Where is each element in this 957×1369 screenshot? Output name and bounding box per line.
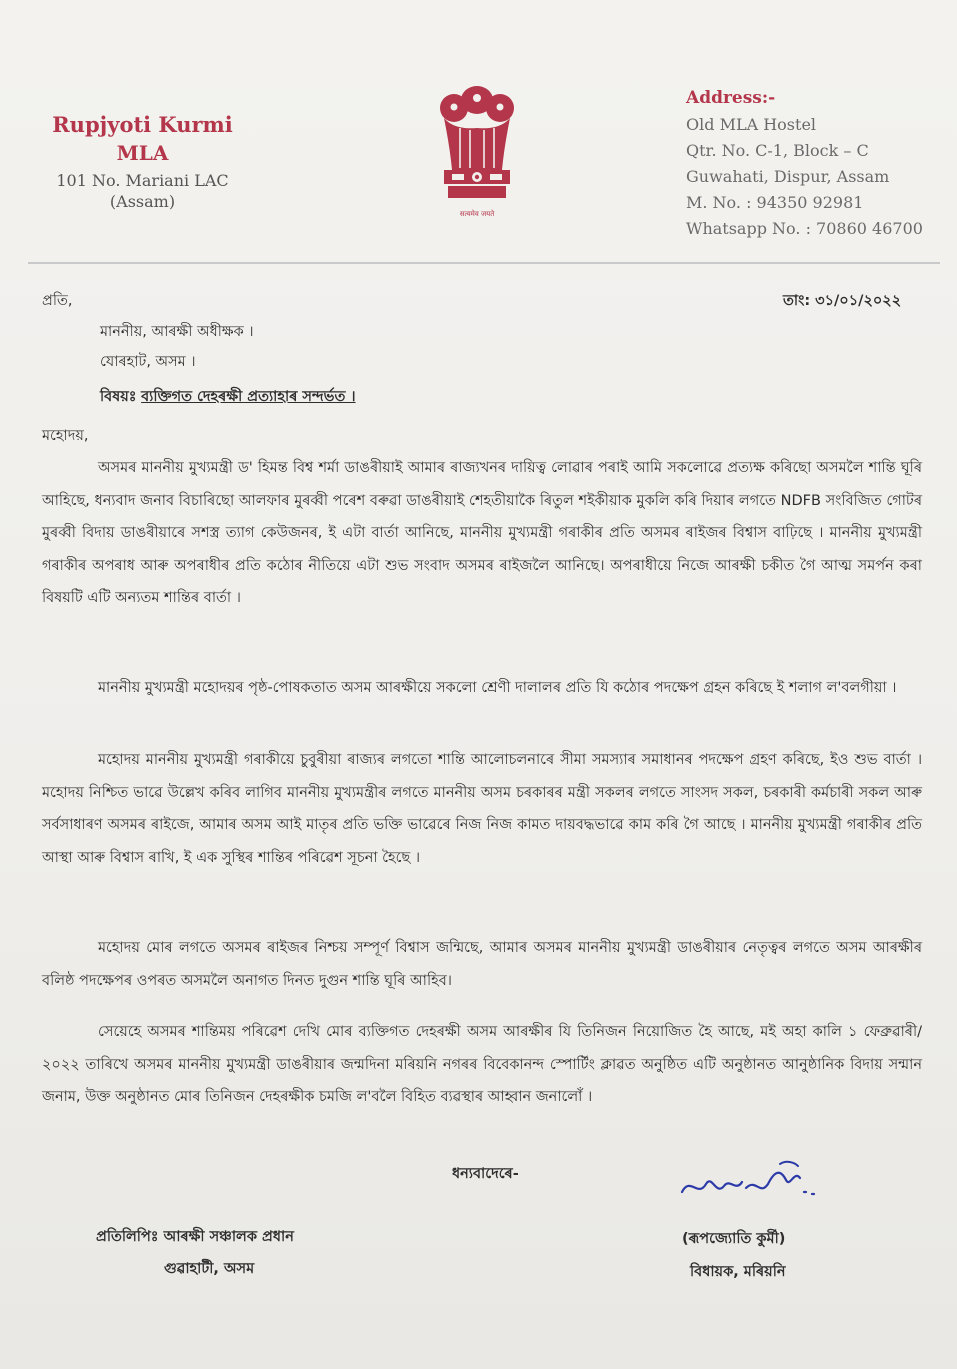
body-paragraph: মাননীয় মুখ্যমন্ত্ৰী মহোদয়ৰ পৃষ্ঠ-পোষকতাত অসম আৰক্ষীয়ে সকলো শ্ৰেণী দালালৰ প্ৰতি যি কঠোৰ পদক্ষেপ গ্ৰহন কৰিছে ই শলাগ ল'বলগীয়া ।: [98, 680, 897, 696]
national-emblem-logo: [430, 78, 525, 223]
to-label: প্ৰতি,: [42, 293, 73, 309]
recipient: মাননীয়, আৰক্ষী অধীক্ষক ।: [100, 324, 254, 340]
emblem-motto: सत्यमेव जयते: [459, 210, 495, 218]
copy-to-place: গুৱাহাটী, অসম: [164, 1261, 255, 1277]
body-paragraph: অসমৰ মাননীয় মুখ্যমন্ত্ৰী ড' হিমন্ত বিশ্ব শৰ্মা ডাঙৰীয়াই আমাৰ ৰাজ্যখনৰ দায়িত্ব লোৱাৰ পৰাই আমি সকলোৱে প্ৰত্যক্ষ কৰিছো অসমলৈ শান্তি ঘূৰি আহিছে, ধন্যবাদ জনাব বিচাৰিছো আলফাৰ মুৰব্বী পৰেশ বৰুৱা ডাঙৰীয়াই শেহতীয়াকৈ ৰিতুল শইকীয়াক মুকলি কৰি দিয়াৰ লগতে NDFB সংবিজিত গোটৰ মুৰব্বী বিদায় ডাঙৰীয়াৰে সশস্ত্ৰ ত্যাগ কেউজনৰ, ই এটা বাৰ্তা আনিছে, মাননীয় মুখ্যমন্ত্ৰী গৰাকীৰ প্ৰতি অসমৰ ৰাইজৰ বিশ্বাস বাঢ়িছে । মাননীয় মুখ্যমন্ত্ৰী গৰাকীৰ অপৰাধ আৰু অপৰাধীৰ প্ৰতি কঠোৰ নীতিয়ে এটা শুভ সংবাদ অসমৰ ৰাইজলৈ আনিছে। অপৰাধীয়ে নিজে আৰক্ষী চকীত গৈ আত্ম সমৰ্পন কৰা বিষয়টি এটি অন্যতম শান্তিৰ বাৰ্তা ।: [42, 460, 922, 606]
handwritten-signature: [676, 1158, 826, 1208]
recipient-place: যোৰহাট, অসম ।: [100, 354, 196, 370]
salutation: মহোদয়,: [42, 428, 89, 444]
sender-name: Rupjyoti Kurmi: [52, 112, 233, 137]
phone-number: M. No. : 94350 92981: [686, 193, 864, 212]
signer-name: (ৰূপজ্যোতি কুৰ্মী): [682, 1231, 786, 1247]
body-paragraph: মহোদয় মোৰ লগতে অসমৰ ৰাইজৰ নিশ্চয় সম্পূৰ্ণ বিশ্বাস জন্মিছে, আমাৰ অসমৰ মাননীয় মুখ্যমন্ত্ৰী ডাঙৰীয়াৰ নেতৃত্বৰ লগতে অসম আৰক্ষীৰ বলিষ্ঠ পদক্ষেপৰ ওপৰত অসমলৈ অনাগত দিনত দুগুন শান্তি ঘূৰি আহিব।: [42, 940, 922, 989]
subject-label: বিষয়ঃ: [100, 389, 137, 405]
sender-title: MLA: [116, 141, 169, 165]
body-paragraph: সেয়েহে অসমৰ শান্তিময় পৰিৱেশ দেখি মোৰ ব্যক্তিগত দেহৰক্ষী অসম আৰক্ষীৰ যি তিনিজন নিয়োজিত হৈ আছে, মই অহা কালি ১ ফেব্ৰুৱাৰী/২০২২ তাৰিখে অসমৰ মাননীয় মুখ্যমন্ত্ৰী ডাঙৰীয়াৰ জন্মদিনা মৰিয়নি নগৰৰ বিবেকানন্দ স্পোৰ্টিং ক্লাৱত অনুষ্ঠিত এটি অনুষ্ঠানত আনুষ্ঠানিক বিদায় সন্মান জনাম, উক্ত অনুষ্ঠানত মোৰ তিনিজন দেহৰক্ষীক চমজি ল'বলৈ বিহিত ব্যৱস্থাৰ আহ্বান জনালোঁ ।: [42, 1024, 922, 1105]
signer-title: বিধায়ক, মৰিয়নি: [690, 1264, 786, 1280]
letterhead-divider: [28, 262, 940, 264]
address-label: Address:-: [686, 88, 776, 108]
letter-date: তাং: ৩১/০১/২০২২: [783, 293, 902, 309]
letterhead-sender: [50, 112, 235, 211]
body-paragraph: মহোদয় মাননীয় মুখ্যমন্ত্ৰী গৰাকীয়ে চুবুৰীয়া ৰাজ্যৰ লগতো শান্তি আলোচলনাৰে সীমা সমস্যাৰ সমাধানৰ পদক্ষেপ গ্ৰহণ কৰিছে, ইও শুভ বাৰ্তা । মহোদয় নিশ্চিত ভাৱে উল্লেখ কৰিব লাগিব মাননীয় মুখ্যমন্ত্ৰীৰ লগতে মাননীয় অসম চৰকাৰৰ মন্ত্ৰী সকলৰ লগতে সাংসদ সকল, চৰকাৰী কৰ্মচাৰী সকল আৰু সৰ্বসাধাৰণ অসমৰ ৰাইজে, আমাৰ অসম আই মাতৃৰ প্ৰতি ভক্তি ভাৱেৰে নিজ নিজ কামত দায়বদ্ধভাৱে কাম কৰি গৈ আছে । মাননীয় মুখ্যমন্ত্ৰী গৰাকীৰ প্ৰতি আস্থা আৰু বিশ্বাস ৰাখি, ই এক সুস্থিৰ শান্তিৰ পৰিৱেশ সূচনা হৈছে ।: [42, 752, 922, 866]
address-line: Qtr. No. C-1, Block – C: [686, 141, 869, 160]
sender-state: (Assam): [109, 192, 176, 211]
subject-line: [100, 386, 356, 410]
copy-to: প্ৰতিলিপিঃ আৰক্ষী সঞ্চালক প্ৰধান: [96, 1229, 294, 1245]
letterhead-address: [686, 88, 923, 242]
address-line: Old MLA Hostel: [686, 115, 817, 134]
address-line: Guwahati, Dispur, Assam: [686, 167, 890, 186]
whatsapp-number: Whatsapp No. : 70860 46700: [686, 219, 923, 238]
subject-text: ব্যক্তিগত দেহৰক্ষী প্ৰত্যাহাৰ সন্দৰ্ভত ।: [141, 389, 356, 405]
closing: ধন্যবাদেৰে-: [452, 1166, 519, 1182]
sender-constituency: 101 No. Mariani LAC: [56, 171, 229, 190]
